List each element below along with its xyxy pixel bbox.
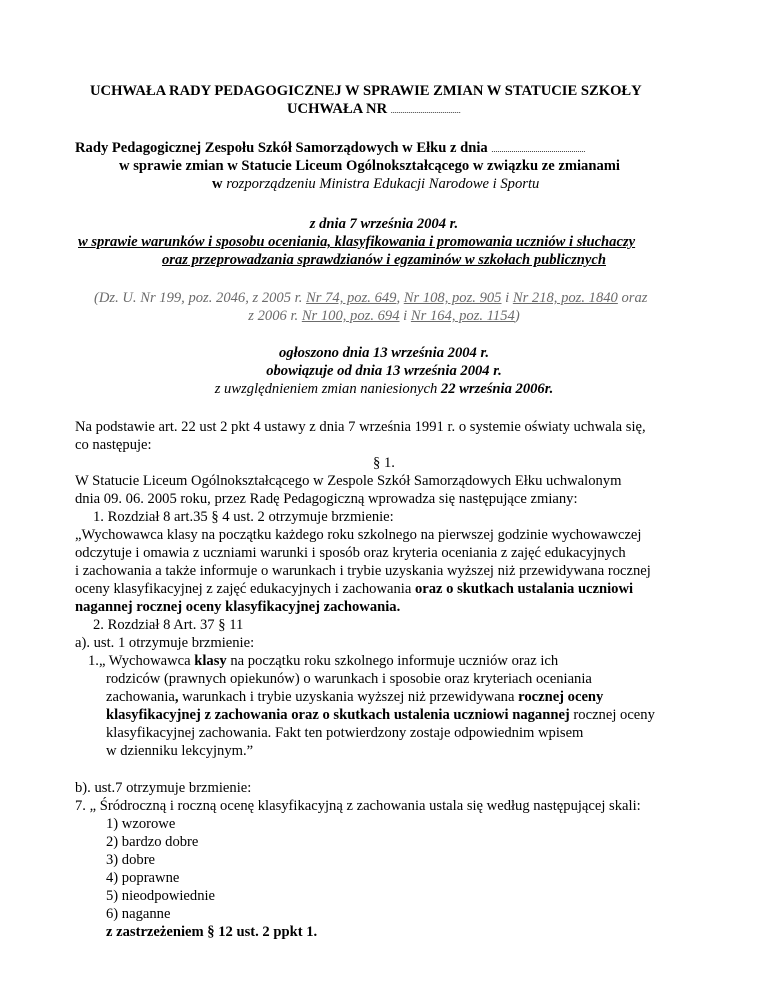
journal-reference-line2 [0, 308, 768, 325]
council-line [75, 140, 585, 158]
ref-link-2[interactable]: Nr 108, poz. 905 [403, 290, 502, 306]
regulation-title-line1: w sprawie warunków i sposobu oceniania, klasyfikowania i promowania uczniów i słuchaczy [78, 234, 636, 250]
quote1-line4 [75, 581, 633, 598]
quote1-line1: „Wychowawca klasy na początku każdego roku szkolnego na pierwszej godzinie wychowawczej [75, 527, 642, 543]
scale-item: 6) naganne [106, 906, 171, 922]
quote2-text: 1.„ Wychowawca [88, 653, 195, 669]
intro-line1: Na podstawie art. 22 ust 2 pkt 4 ustawy z dnia 7 września 1991 r. o systemie oświaty uchwala się, [75, 419, 646, 435]
amendments-date: 22 września 2006r. [440, 381, 554, 397]
journal-reference-line1 [94, 290, 647, 307]
quote2-text: na początku roku szkolnego informuje uczniów oraz ich [226, 653, 559, 669]
quote1-line2: odczytuje i omawia z uczniami warunki i sposób oraz kryteria oceniania z zajęć edukacyjnych [75, 545, 626, 561]
regulation-name: rozporządzeniu Ministra Edukacji Narodowe i Sportu [226, 176, 540, 192]
resolution-number-label: UCHWAŁA NR [287, 101, 388, 117]
quote1-line5: nagannej rocznej oceny klasyfikacyjnej zachowania. [75, 599, 401, 615]
paragraph-heading: § 1. [373, 455, 395, 471]
resolution-number-dots: ................................... [390, 106, 461, 115]
quote2-text: zachowania [106, 689, 175, 705]
quote2-line4 [106, 707, 655, 724]
quote2-line5: klasyfikacyjnej zachowania. Fakt ten potwierdzony zostaje odpowiednim wpisem [106, 725, 584, 741]
ref-sep: i [399, 308, 411, 324]
regulation-line [212, 176, 539, 193]
document-title: UCHWAŁA RADY PEDAGOGICZNEJ W SPRAWIE ZMIAN W STATUCIE SZKOŁY [90, 83, 642, 99]
scale-item: 3) dobre [106, 852, 156, 868]
quote3-line1: 7. „ Śródroczną i roczną ocenę klasyfikacyjną z zachowania ustala się według następującej skali: [75, 798, 641, 814]
ref-link-1[interactable]: Nr 74, poz. 649 [306, 290, 397, 306]
ref-link-3[interactable]: Nr 218, poz. 1840 [512, 290, 618, 306]
ref-text: ) [514, 308, 520, 324]
scale-item: 1) wzorowe [106, 816, 176, 832]
intro-line2: co następuje: [75, 437, 152, 453]
quote2-text: warunkach i trybie uzyskania wyższej niż przewidywana [178, 689, 519, 705]
scale-item: 4) poprawne [106, 870, 180, 886]
quote1-text: oceny klasyfikacyjnej z zajęć edukacyjnych i zachowania [75, 581, 415, 597]
ref-sep: , [396, 290, 404, 306]
quote2-line1 [88, 653, 558, 670]
amendments-line [0, 381, 768, 398]
statute-line1: W Statucie Liceum Ogólnokształcącego w Zespole Szkół Samorządowych Ełku uchwalonym [75, 473, 622, 489]
quote2-line3 [106, 689, 603, 706]
council-text: Rady Pedagogicznej Zespołu Szkół Samorządowych w Ełku z dnia [75, 140, 488, 156]
quote2-line6: w dzienniku lekcyjnym.” [106, 743, 254, 759]
quote2-bold: klasyfikacyjnej z zachowania oraz o skutkach ustalenia uczniowi nagannej [106, 707, 570, 723]
statute-line2: dnia 09. 06. 2005 roku, przez Radę Pedagogiczną wprowadza się następujące zmiany: [75, 491, 578, 507]
regulation-date: z dnia 7 września 2004 r. [309, 216, 459, 232]
item-2: 2. Rozdział 8 Art. 37 § 11 [93, 617, 244, 633]
quote1-bold: oraz o skutkach ustalania uczniowi [414, 581, 634, 597]
regulation-title-line2: oraz przeprowadzania sprawdzianów i egzaminów w szkołach publicznych [162, 252, 606, 268]
scale-item: 5) nieodpowiednie [106, 888, 216, 904]
quote2-bold: rocznej oceny [518, 689, 604, 705]
item-2b: b). ust.7 otrzymuje brzmienie: [75, 780, 252, 796]
resolution-number-line [287, 101, 461, 119]
ref-text: (Dz. U. Nr 199, poz. 2046, z 2005 r. [94, 290, 307, 306]
ref-link-4[interactable]: Nr 100, poz. 694 [301, 308, 400, 324]
amendments-text: z uwzględnieniem zmian naniesionych [214, 381, 441, 397]
regulation-prefix: w [212, 176, 223, 192]
reservation-line: z zastrzeżeniem § 12 ust. 2 ppkt 1. [106, 924, 318, 940]
announced-date: ogłoszono dnia 13 września 2004 r. [278, 345, 490, 361]
council-date-dots: ............................................... [491, 145, 586, 154]
effective-date: obowiązuje od dnia 13 września 2004 r. [266, 363, 502, 379]
item-1: 1. Rozdział 8 art.35 § 4 ust. 2 otrzymuje brzmienie: [93, 509, 394, 525]
ref-text: oraz [617, 290, 648, 306]
quote2-text: rocznej oceny [569, 707, 655, 723]
ref-text: z 2006 r. [248, 308, 302, 324]
quote2-bold: , [174, 689, 179, 705]
quote2-bold: klasy [194, 653, 227, 669]
quote1-line3: i zachowania a także informuje o warunkach i trybie uzyskania wyższej niż przewidywana rocznej [75, 563, 651, 579]
subject-line: w sprawie zmian w Statucie Liceum Ogólnokształcącego w związku ze zmianami [119, 158, 620, 174]
scale-item: 2) bardzo dobre [106, 834, 199, 850]
ref-link-5[interactable]: Nr 164, poz. 1154 [410, 308, 515, 324]
item-2a: a). ust. 1 otrzymuje brzmienie: [75, 635, 255, 651]
quote2-line2: rodziców (prawnych opiekunów) o warunkach i sposobie oraz kryteriach oceniania [106, 671, 592, 687]
ref-sep: i [501, 290, 513, 306]
